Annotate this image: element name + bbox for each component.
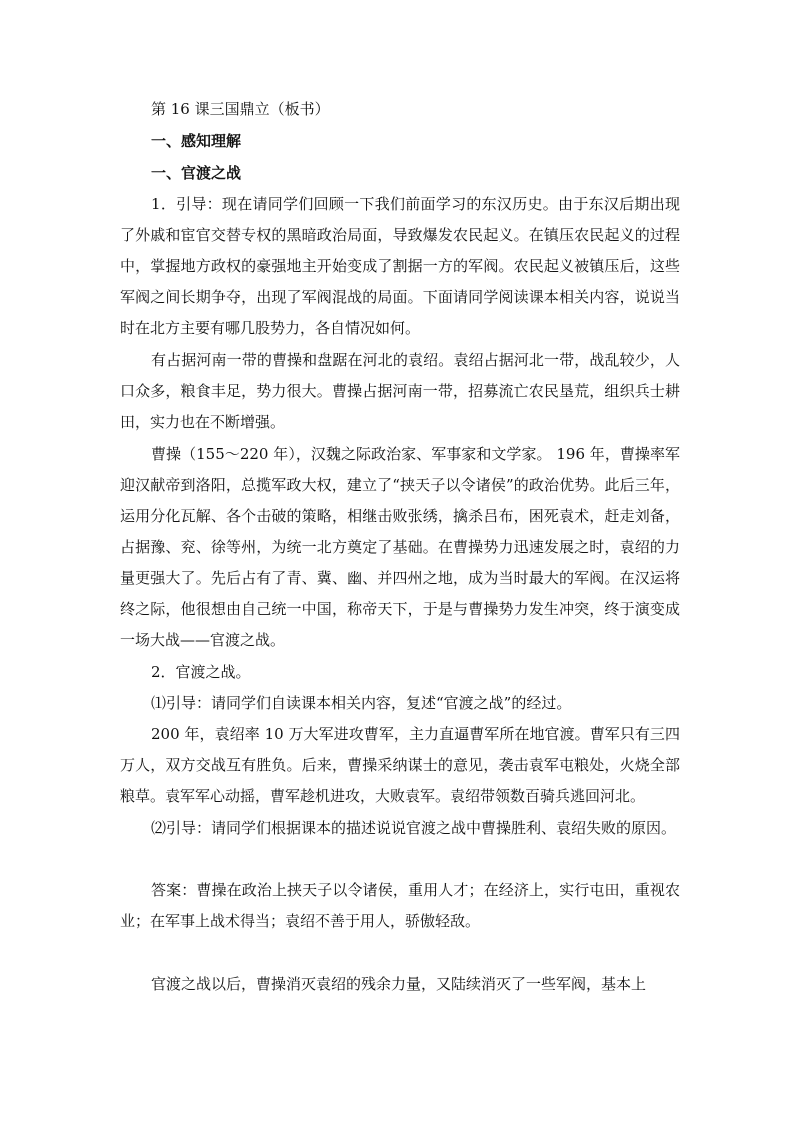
paragraph: 答案：曹操在政治上挟天子以令诸侯，重用人才；在经济上，实行屯田，重视农业；在军事上战术得当；袁绍不善于用人，骄傲轻敌。 <box>120 881 680 930</box>
section-heading: 一、感知理解 <box>151 132 242 150</box>
paragraph: 有占据河南一带的曹操和盘踞在河北的袁绍。袁绍占据河北一带，战乱较少，人口众多，粮食丰足，势力很大。曹操占据河南一带，招募流亡农民垦荒，组织兵士耕田，实力也在不断增强。 <box>120 351 680 431</box>
paragraph: ⑵引导：请同学们根据课本的描述说说官渡之战中曹操胜利、袁绍失败的原因。 <box>151 819 677 837</box>
paragraph: 200 年，袁绍率 10 万大军进攻曹军，主力直逼曹军所在地官渡。曹军只有三四万人，双方交战互有胜负。后来，曹操采纳谋士的意见，袭击袁军屯粮处，火烧全部粮草。袁军军心动摇，曹军趁机进攻，大败袁军。袁绍带领数百骑兵逃回河北。 <box>120 725 680 805</box>
document-title: 第 16 课三国鼎立（板书） <box>151 100 330 118</box>
subsection-heading: 一、官渡之战 <box>151 164 242 182</box>
paragraph: 2．官渡之战。 <box>151 663 251 681</box>
paragraph: 官渡之战以后，曹操消灭袁绍的残余力量，又陆续消灭了一些军阀，基本上 <box>151 975 647 993</box>
paragraph: ⑴引导：请同学们自读课本相关内容，复述“官渡之战”的经过。 <box>151 694 572 712</box>
paragraph: 曹操（155～220 年），汉魏之际政治家、军事家和文学家。 196 年，曹操率军迎汉献帝到洛阳，总揽军政大权，建立了“挟天子以令诸侯”的政治优势。此后三年，运用分化瓦解、各个击破的策略，相继击败张绣，擒杀吕布，困死袁术，赶走刘备，占据豫、兖、徐等州，为统一北方奠定了基础。在曹操势力迅速发展之时，袁绍的力量更强大了。先后占有了青、冀、幽、并四州之地，成为当时最大的军阀。在汉运将终之际，他很想由自己统一中国，称帝天下，于是与曹操势力发生冲突，终于演变成一场大战——官渡之战。 <box>120 445 680 649</box>
paragraph: 1．引导：现在请同学们回顾一下我们前面学习的东汉历史。由于东汉后期出现了外戚和宦官交替专权的黑暗政治局面，导致爆发农民起义。在镇压农民起义的过程中，掌握地方政权的豪强地主开始变成了割据一方的军阀。农民起义被镇压后，这些军阀之间长期争夺，出现了军阀混战的局面。下面请同学阅读课本相关内容，说说当时在北方主要有哪几股势力，各自情况如何。 <box>120 195 680 337</box>
